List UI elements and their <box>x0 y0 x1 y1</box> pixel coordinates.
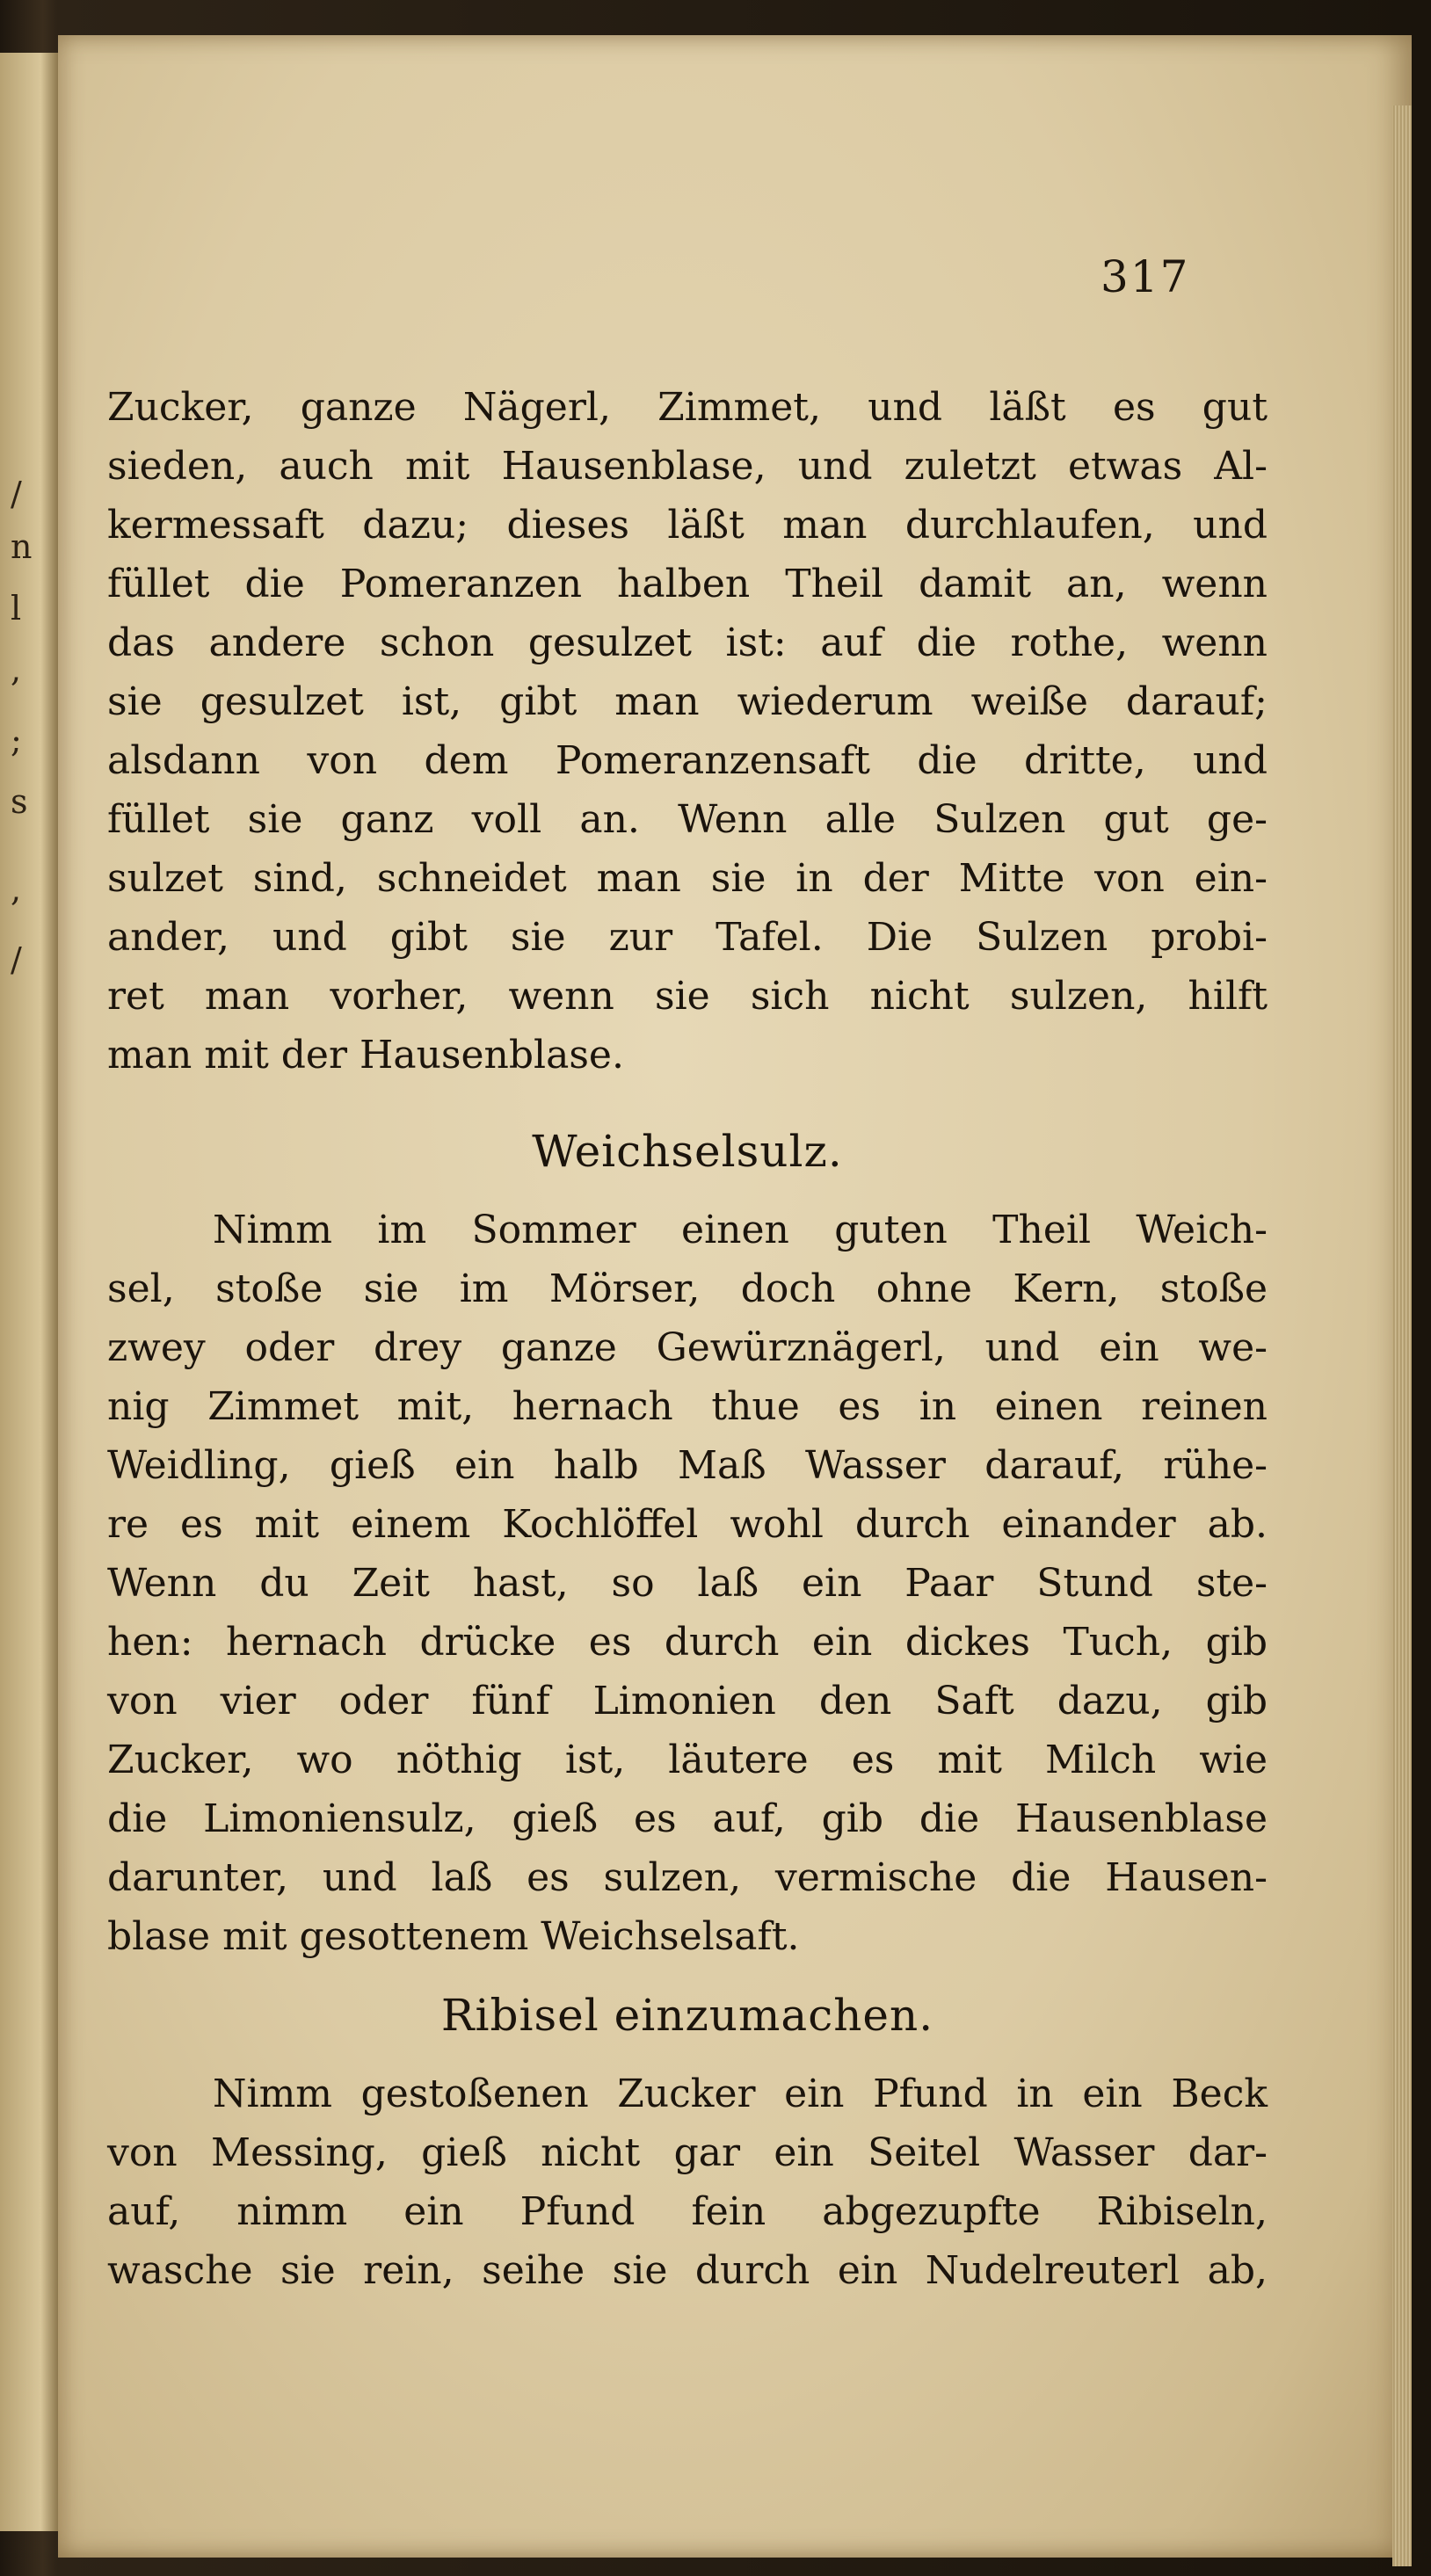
fragment: , <box>11 870 22 909</box>
previous-page-fragments <box>5 53 49 2531</box>
text-line: auf, nimm ein Pfund fein abgezupfte Ribiseln, <box>107 2189 1268 2234</box>
page-number: 317 <box>1100 251 1190 302</box>
text-line: man mit der Hausenblase. <box>107 1033 624 1078</box>
text-line: blase mit gesottenem Weichselsaft. <box>107 1914 800 1959</box>
fragment: ; <box>11 721 22 759</box>
page-edge-stack <box>1392 105 1412 2566</box>
text-line: kermessaft dazu; dieses läßt man durchlaufen, und <box>107 503 1268 548</box>
recipe-paragraph-ribisel <box>107 2064 1268 2300</box>
text-line: die Limoniensulz, gieß es auf, gib die Hausenblase <box>107 1796 1268 1841</box>
fragment: n <box>11 527 33 566</box>
text-line: ander, und gibt sie zur Tafel. Die Sulzen probi- <box>107 915 1268 960</box>
text-line: sulzet sind, schneidet man sie in der Mitte von ein- <box>107 856 1268 901</box>
text-line: darunter, und laß es sulzen, vermische die Hausen- <box>107 1855 1268 1900</box>
text-line: Wenn du Zeit hast, so laß ein Paar Stund ste- <box>107 1561 1268 1606</box>
text-line: füllet die Pomeranzen halben Theil damit an, wenn <box>107 562 1268 606</box>
recipe-heading-ribisel: Ribisel einzumachen. <box>440 1990 934 2041</box>
text-line: das andere schon gesulzet ist: auf die rothe, wenn <box>107 620 1268 665</box>
previous-page-edge <box>0 53 58 2531</box>
recipe-heading-weichselsulz: Weichselsulz. <box>532 1126 843 1177</box>
text-line: Nimm im Sommer einen guten Theil Weich- <box>213 1208 1268 1252</box>
text-line: ret man vorher, wenn sie sich nicht sulzen, hilft <box>107 974 1268 1019</box>
fragment: s <box>11 782 28 821</box>
text-line: Zucker, ganze Nägerl, Zimmet, und läßt es gut <box>107 385 1268 430</box>
text-line: Nimm gestoßenen Zucker ein Pfund in ein Beck <box>213 2072 1268 2116</box>
fragment: l <box>11 589 22 628</box>
book-page <box>58 35 1412 2558</box>
text-line: von vier oder fünf Limonien den Saft dazu, gib <box>107 1679 1268 1723</box>
fragment: / <box>11 475 22 513</box>
text-line: sie gesulzet ist, gibt man wiederum weiße darauf; <box>107 679 1268 724</box>
page-text <box>107 378 1268 2300</box>
text-line: von Messing, gieß nicht gar ein Seitel Wasser dar- <box>107 2130 1268 2175</box>
paragraph-continuation <box>107 378 1268 1085</box>
text-line: nig Zimmet mit, hernach thue es in einen reinen <box>107 1384 1268 1429</box>
fragment: , <box>11 650 22 689</box>
text-line: Zucker, wo nöthig ist, läutere es mit Milch wie <box>107 1738 1268 1782</box>
text-line: sieden, auch mit Hausenblase, und zuletzt etwas Al- <box>107 444 1268 489</box>
text-line: re es mit einem Kochlöffel wohl durch einander ab. <box>107 1502 1268 1547</box>
text-line: sel, stoße sie im Mörser, doch ohne Kern, stoße <box>107 1266 1268 1311</box>
text-line: Weidling, gieß ein halb Maß Wasser darauf, rühe- <box>107 1443 1268 1488</box>
recipe-paragraph-weichselsulz <box>107 1201 1268 1966</box>
text-line: alsdann von dem Pomeranzensaft die dritte, und <box>107 738 1268 783</box>
text-line: hen: hernach drücke es durch ein dickes Tuch, gib <box>107 1620 1268 1665</box>
text-line: füllet sie ganz voll an. Wenn alle Sulzen gut ge- <box>107 797 1268 842</box>
fragment: / <box>11 940 22 979</box>
text-line: wasche sie rein, seihe sie durch ein Nudelreuterl ab, <box>107 2248 1268 2293</box>
text-line: zwey oder drey ganze Gewürznägerl, und ein we- <box>107 1325 1268 1370</box>
